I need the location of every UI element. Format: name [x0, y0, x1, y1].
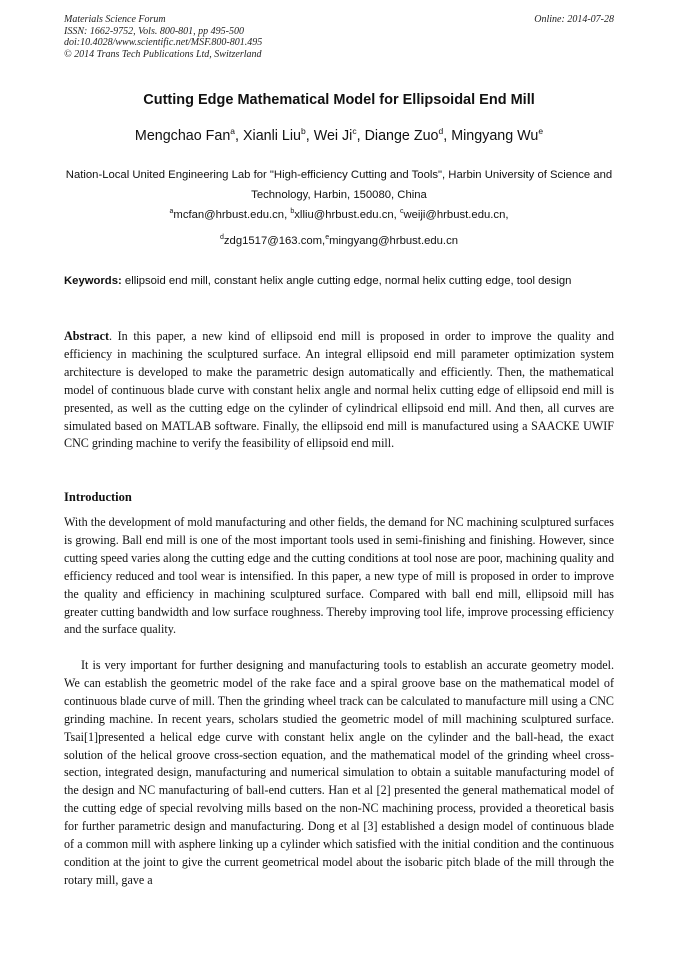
paper-title: Cutting Edge Mathematical Model for Ellipsoidal End Mill — [143, 92, 535, 108]
email-line-2 — [64, 235, 614, 247]
author-sup: b — [301, 126, 306, 136]
keywords-label: Keywords: — [64, 275, 122, 287]
email-line-1 — [64, 209, 614, 221]
author-name: Diange Zuo — [364, 128, 439, 144]
author-list: Mengchao Fan$^a$, Xianli Liu$^b$, Wei Ji$^c$, Diange Zuo$^d$, Mingyang Wu$^e$ — [134, 126, 544, 144]
email-sup: a — [169, 208, 174, 215]
author-name: Mingyang Wu — [451, 128, 539, 144]
introduction-heading: Introduction — [64, 490, 132, 504]
email-address: zdg1517@163.com, — [223, 235, 326, 247]
email-sup: e — [325, 234, 330, 241]
keywords-text: ellipsoid end mill, constant helix angle cutting edge, normal helix cutting edge, tool design — [124, 275, 572, 287]
online-date: Online: 2014-07-28 — [534, 14, 614, 25]
journal-copyright: © 2014 Trans Tech Publications Ltd, Switzerland — [64, 48, 262, 60]
email-sup: d — [220, 234, 224, 241]
email-sup: b — [290, 208, 295, 215]
author-name: Mengchao Fan — [134, 128, 231, 144]
abstract-text: . In this paper, a new kind of ellipsoid end mill is proposed in order to improve the quality and efficiency in machining the sculptured surface. An integral ellipsoid end mill parameter optimization system architecture is developed to make the parametric design automatically and efficiently. Then, the mathematical model of continuous blade curve with constant helix angle and normal helix cutting edge of ellipsoid end mill is presented, as well as the cutting edge on the cylinder of cylindrical ellipsoid end mill. And then, all curves are simulated based on MATLAB software. Finally, the ellipsoid end mill is manufactured using a SAACKE UWIF CNC grinding machine to verify the feasibility of ellipsoid end mill. — [64, 329, 614, 451]
keywords — [64, 272, 614, 290]
email-address: xlliu@hrbust.edu.cn, — [294, 209, 397, 221]
email-address: mcfan@hrbust.edu.cn, — [173, 209, 288, 221]
introduction-paragraph-1: With the development of mold manufacturing and other fields, the demand for NC machining sculptured surfaces is growing. Ball end mill is one of the most important tools used in semi-finishing and finishing. However, since cutting speed varies along the cutting edge and the cutting conditions at tool nose are poor, machining quality and efficiency reduced and tool wear is intensified. In this paper, a new type of mill is proposed in order to improve the quality and efficiency in machining sculptured surface. Compared with ball end mill, ellipsoid mill has greater cutting bandwidth and low surface roughness. Thereby improving tool life, improve processing efficiency and the surface quality. — [64, 515, 614, 637]
email-address: mingyang@hrbust.edu.cn — [329, 235, 458, 247]
affiliation: Nation-Local United Engineering Lab for "High-efficiency Cutting and Tools", Harbin University of Science and Technology, Harbin, 150080, China — [65, 169, 613, 201]
author-name: Wei Ji — [313, 128, 353, 144]
author-sup: a — [230, 126, 236, 136]
email-address: weiji@hrbust.edu.cn, — [403, 209, 509, 221]
email-sup: c — [399, 208, 404, 215]
introduction-paragraph-2: It is very important for further designing and manufacturing tools to establish an accurate geometry model. We can establish the geometric model of the rake face and a spiral groove base on the mathematical model of continuous blade curve of mill. Then the grinding wheel track can be calculated to manufacture mill using a CNC grinding machine. In recent years, scholars studied the geometric model of mill machining sculptured surface. Tsai[1]presented a helical edge curve with constant helix angle on the cylinder and the ball-head, the exact solution of the helical groove cross-section equation, and the mathematical model of the grinding wheel cross-section, integrated design, manufacturing and numerical simulation to obtain a suitable manufacturing model of the design and NC manufacturing of ball-end cutters. Han et al [2] presented the general mathematical model of the cutting edge of special revolving mills based on the non-NC machining process, provided a theoretical basis for further parametric design and manufacturing. Dong et al [3] established a design model of continuous blade of a common mill with asphere linking up a cylinder which satisfied with the initial condition and the continuous condition at the joint to give the current geometrical model about the isobaric pitch blade of the mill through the rotary mill, gave a — [64, 658, 614, 887]
journal-header — [64, 14, 262, 60]
abstract-label: Abstract — [64, 329, 110, 343]
journal-name: Materials Science Forum — [64, 14, 166, 25]
abstract — [64, 328, 614, 453]
journal-doi: doi:10.4028/www.scientific.net/MSF.800-801.495 — [64, 37, 263, 48]
journal-issn: ISSN: 1662-9752, Vols. 800-801, pp 495-500 — [64, 25, 244, 37]
author-sup: d — [438, 126, 444, 136]
author-name: Xianli Liu — [242, 128, 302, 144]
author-sup: c — [352, 126, 357, 136]
author-sup: e — [538, 126, 544, 136]
